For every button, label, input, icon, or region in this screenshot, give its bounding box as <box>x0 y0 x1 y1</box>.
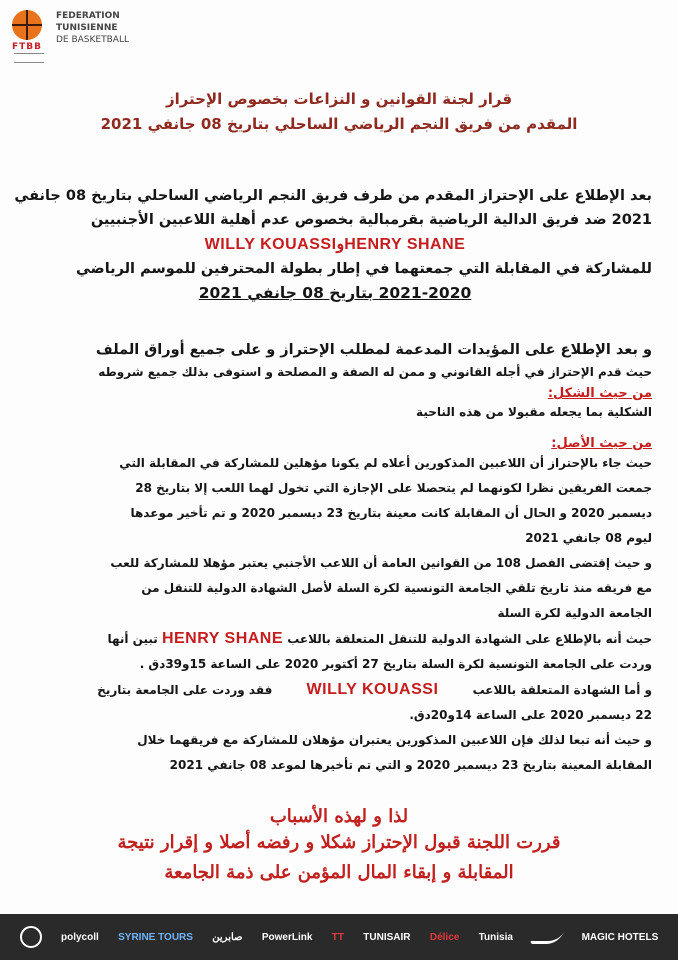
substance-section: من حيث الأصل: حيث جاء بالإحتراز أن اللاعبين المذكورين أعلاه لم يكونا مؤهلين للمشاركة في المقابلة التي جمعت الفريقين نظرا لكونهما لم يتحصلا على الإجازة التي تخول لهما اللعب إلا بتاريخ 28 ديسمبر 2020 و الحال أن المقابلة كانت معينة بتاريخ 23 ديسمبر 2020 و تم تأخير موعدها ليوم 08 جانفي 2021 و حيث إقتضى الفصل 108 من القوانين العامة أن اللاعب الأجنبي يعتبر مؤهلا للمشاركة للعب مع فريقه منذ تاريخ تلقي الجامعة التونسية لكرة السلة لأصل الشهادة الدولية للتنقل من الجامعة الدولية لكرة السلة حيث أنه بالإطلاع على الشهادة الدولية للتنقل المتعلقة باللاعب HENRY SHANE تبين أنها وردت على الجامعة التونسية لكرة السلة بتاريخ 27 أكتوبر 2020 على الساعة 15و39دق . و أما الشهادة المتعلقة باللاعب WILLY KOUASSI فقد وردت على الجامعة بتاريخ 22 ديسمبر 2020 على الساعة 14و20دق. و حيث أنه تبعا لذلك فإن اللاعبين المذكورين يعتبران مؤهلان للمشاركة مع فريقهما خلال المقابلة المعينة بتاريخ 23 ديسمبر 2020 و التي تم تأخيرها لموعد 08 جانفي 2021 <box>18 436 652 778</box>
sponsor-powerlink: PowerLink <box>261 931 313 943</box>
form-heading: من حيث الشكل: <box>547 386 652 401</box>
document-title-line-1: قرار لجنة القوانين و النزاعات بخصوص الإحتراز <box>165 90 513 108</box>
evidence-paragraph: و بعد الإطلاع على المؤيدات المدعمة لمطلب الإحتراز و على جميع أوراق الملف حيث قدم الإحتراز في أجله القانوني و ممن له الصفة و المصلحة و استوفى بذلك جميع شروطه <box>95 342 652 379</box>
sponsor-sabrine: صابرين <box>212 931 243 943</box>
federation-name: FEDERATION TUNISIENNE DE BASKETBALL <box>56 11 129 45</box>
sponsor-polycoll: polycoll <box>60 931 99 943</box>
sponsor-tt: TT <box>331 931 344 943</box>
decision-intro: لذا و لهذه الأسباب <box>269 806 409 827</box>
sponsor-magic-hotels: MAGIC HOTELS <box>581 931 659 943</box>
ftbb-logo <box>12 10 129 66</box>
henry-shane-line: حيث أنه بالإطلاع على الشهادة الدولية للتنقل المتعلقة باللاعب HENRY SHANE تبين أنها <box>107 630 652 647</box>
basketball-icon <box>12 10 42 40</box>
document-title-line-2: المقدم من فريق النجم الرياضي الساحلي بتاريخ 08 جانفي 2021 <box>100 115 578 133</box>
willy-kouassi-line: و أما الشهادة المتعلقة باللاعب WILLY KOUASSI فقد وردت على الجامعة بتاريخ <box>97 681 652 698</box>
sponsor-tunisia: Tunisia <box>478 931 513 943</box>
player-names: HENRY SHANEوWILLY KOUASSI <box>204 236 466 253</box>
decision-line-2: المقابلة و إبقاء المال المؤمن على ذمة الجامعة <box>164 862 514 883</box>
sponsor-syrine-tours: SYRINE TOURS <box>118 931 193 943</box>
ftbb-abbrev: FTBB <box>12 42 43 52</box>
sponsor-tunisair: TUNISAIR <box>363 931 411 943</box>
sponsors-bar <box>0 914 678 960</box>
sponsor-logo-icon <box>20 926 42 948</box>
substance-heading: من حيث الأصل: <box>551 436 652 451</box>
decision-line-1: قررت اللجنة قبول الإحتراز شكلا و رفضه أصلا و إقرار نتيجة <box>117 832 561 853</box>
form-section: من حيث الشكل: الشكلية بما يجعله مقبولا من هذه الناحية <box>18 386 652 423</box>
nike-swoosh-icon <box>530 931 565 944</box>
sponsor-delice: Délice <box>429 931 460 943</box>
intro-paragraph: بعد الإطلاع على الإحتراز المقدم من طرف فريق النجم الرياضي الساحلي بتاريخ 08 جانفي 2021 ضد فريق الدالية الرياضية بقرمبالية بخصوص عدم أهلية اللاعبين الأجنبيين HENRY SHANEوWILLY KOUASSI للمشاركة في المقابلة التي جمعتهما في إطار بطولة المحترفين للموسم الرياضي 2021-2020 بتاريخ 08 جانفي 2021 <box>14 188 652 302</box>
